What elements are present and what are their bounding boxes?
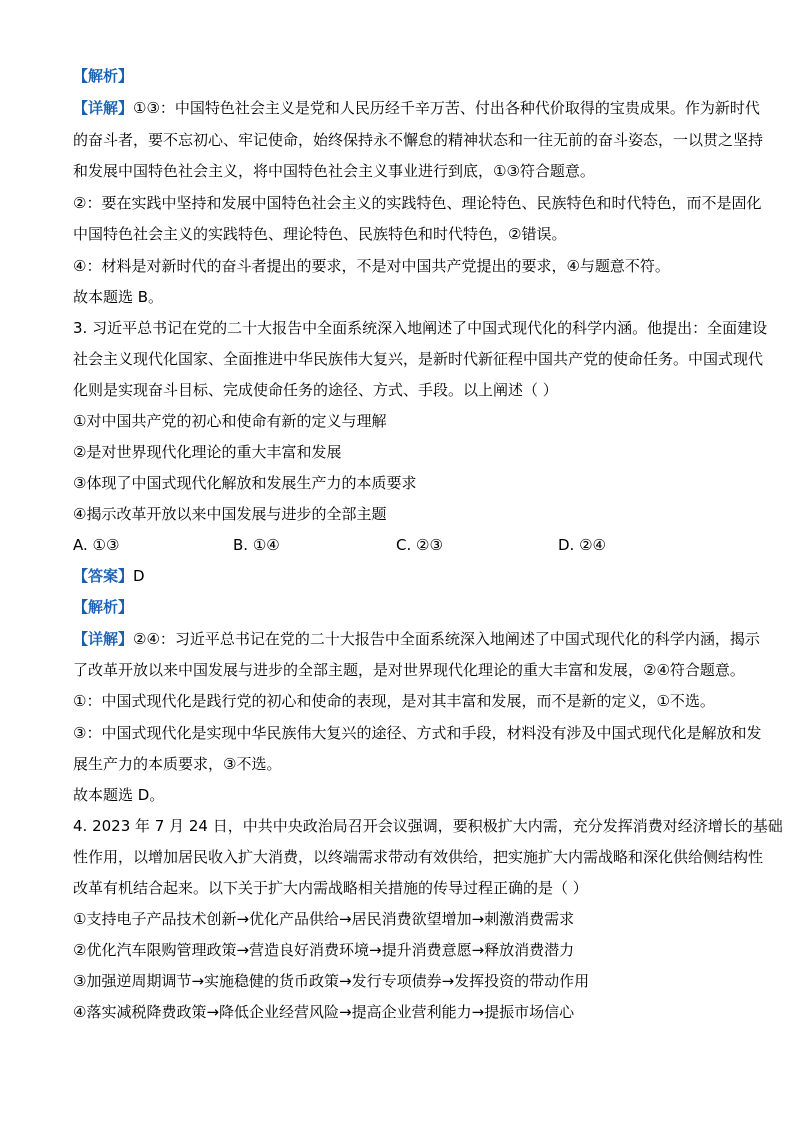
q2-detail-text-1: ①③：中国特色社会主义是党和人民历经千辛万苦、付出各种代价取得的宝贵成果。作为新时代 <box>133 99 760 117</box>
q3-point3-line-1: ③：中国式现代化是实现中华民族伟大复兴的途径、方式和手段，材料没有涉及中国式现代化是解放和发 <box>73 724 762 742</box>
q3-stem-line-1: 3. 习近平总书记在党的二十大报告中全面系统深入地阐述了中国式现代化的科学内涵。他提出：全面建设 <box>73 319 768 337</box>
q4-option-1: ①支持电子产品技术创新→优化产品供给→居民消费欲望增加→刺激消费需求 <box>73 910 575 928</box>
q4-option-2: ②优化汽车限购管理政策→营造良好消费环境→提升消费意愿→释放消费潜力 <box>73 941 575 959</box>
q2-detail-line-1 <box>73 98 760 118</box>
choice-d: D. ②④ <box>558 536 606 554</box>
detail-tag: 【详解】 <box>73 99 134 117</box>
q3-answer: D <box>133 567 145 585</box>
q3-detail-line-2: 了改革开放以来中国发展与进步的全部主题，是对世界现代化理论的重大丰富和发展，②④符合题意。 <box>73 661 745 679</box>
q3-answer-line <box>73 566 145 586</box>
q3-detail-line-1 <box>73 629 760 649</box>
q2-detail-line-3: 和发展中国特色社会主义，将中国特色社会主义事业进行到底，①③符合题意。 <box>73 162 595 180</box>
q3-option-3: ③体现了中国式现代化解放和发展生产力的本质要求 <box>73 474 417 492</box>
q3-choices <box>73 535 723 555</box>
q3-stem-line-2: 社会主义现代化国家、全面推进中华民族伟大复兴，是新时代新征程中国共产党的使命任务。中国式现代 <box>73 350 764 368</box>
q4-option-4: ④落实减税降费政策→降低企业经营风险→提高企业营利能力→提振市场信心 <box>73 1003 575 1021</box>
answer-tag: 【答案】 <box>73 567 134 585</box>
choice-a: A. ①③ <box>73 536 120 554</box>
q4-option-3: ③加强逆周期调节→实施稳健的货币政策→发行专项债券→发挥投资的带动作用 <box>73 972 590 990</box>
q3-stem-line-3: 化则是实现奋斗目标、完成使命任务的途径、方式、手段。以上阐述（ ） <box>73 381 558 399</box>
q2-conclusion: 故本题选 B。 <box>73 288 164 306</box>
q2-point2-line-1: ②：要在实践中坚持和发展中国特色社会主义的实践特色、理论特色、民族特色和时代特色，而不是固化 <box>73 194 762 212</box>
analysis-tag: 【解析】 <box>73 67 134 85</box>
q4-stem-line-3: 改革有机结合起来。以下关于扩大内需战略相关措施的传导过程正确的是（ ） <box>73 879 588 897</box>
q3-detail-text-1: ②④：习近平总书记在党的二十大报告中全面系统深入地阐述了中国式现代化的科学内涵，揭示 <box>133 630 760 648</box>
q4-stem-line-1: 4. 2023 年 7 月 24 日，中共中央政治局召开会议强调，要积极扩大内需，充分发挥消费对经济增长的基础 <box>73 817 783 835</box>
q2-point2-line-2: 中国特色社会主义的实践特色、理论特色、民族特色和时代特色，②错误。 <box>73 225 567 243</box>
q3-detail-tag: 【详解】 <box>73 630 134 648</box>
q3-analysis-tag: 【解析】 <box>73 598 134 616</box>
q3-conclusion: 故本题选 D。 <box>73 786 165 804</box>
q3-point3-line-2: 展生产力的本质要求，③不选。 <box>73 755 282 773</box>
q3-option-2: ②是对世界现代化理论的重大丰富和发展 <box>73 443 342 461</box>
q4-stem-line-2: 性作用，以增加居民收入扩大消费，以终端需求带动有效供给，把实施扩大内需战略和深化供给侧结构性 <box>73 848 764 866</box>
choice-b: B. ①④ <box>233 536 280 554</box>
q2-detail-line-2: 的奋斗者，要不忘初心、牢记使命，始终保持永不懈怠的精神状态和一往无前的奋斗姿态，一以贯之坚持 <box>73 131 764 149</box>
q3-point1: ①：中国式现代化是践行党的初心和使命的表现，是对其丰富和发展，而不是新的定义，①不选。 <box>73 692 715 710</box>
q2-point4: ④：材料是对新时代的奋斗者提出的要求，不是对中国共产党提出的要求，④与题意不符。 <box>73 257 670 275</box>
q3-option-4: ④揭示改革开放以来中国发展与进步的全部主题 <box>73 505 387 523</box>
q3-option-1: ①对中国共产党的初心和使命有新的定义与理解 <box>73 412 387 430</box>
choice-c: C. ②③ <box>396 536 443 554</box>
